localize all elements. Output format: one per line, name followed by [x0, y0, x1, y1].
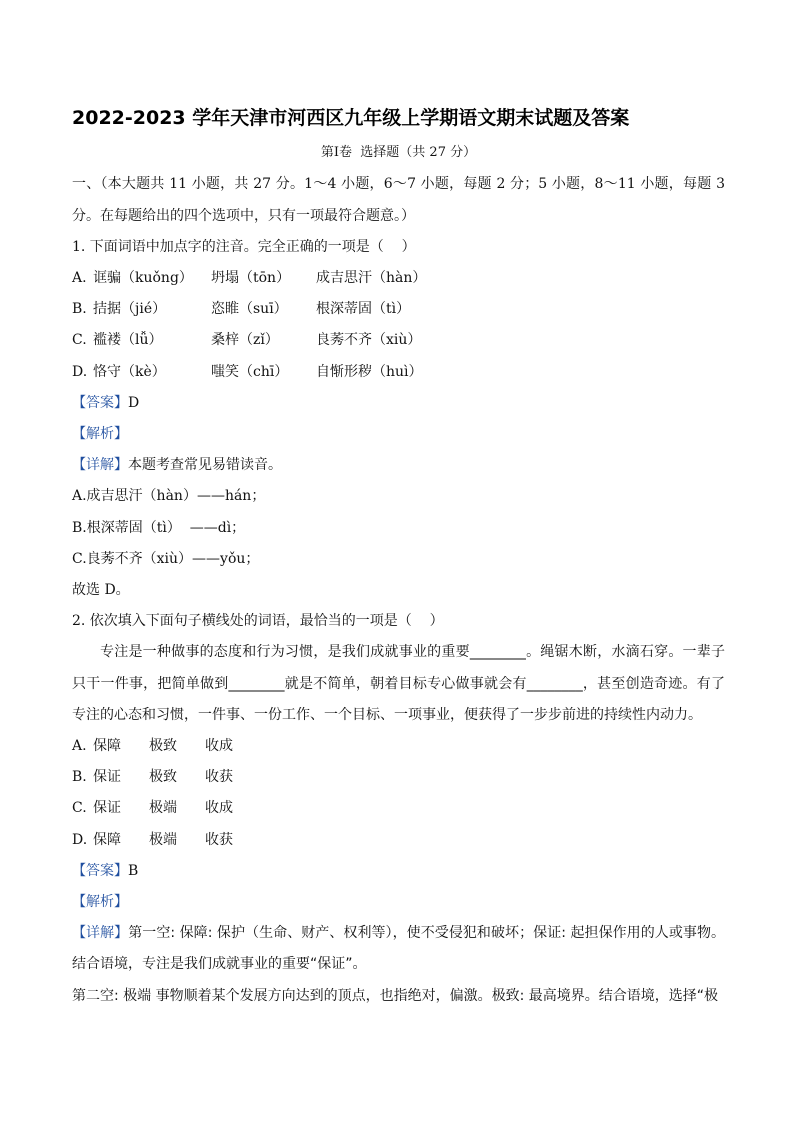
answer-value: D [128, 394, 140, 411]
option-item: 自惭形秽（huì） [316, 363, 423, 380]
option-label: A. [72, 270, 87, 286]
document-title: 2022-2023 学年天津市河西区九年级上学期语文期末试题及答案 [72, 107, 630, 129]
question-2-passage: 专注是一种做事的态度和行为习惯，是我们成就事业的重要________。绳锯木断，水滴石穿。一辈子只干一件事，把简单做到________就是不简单，朝着目标专心做事就会有________，甚至创造奇迹。有了专注的心态和习惯，一件事、一份工作、一个目标、一项事业，便获得了一步步前进的持续性内动力。 [72, 644, 725, 723]
question-1-option-b [72, 294, 725, 325]
question-2-detail-continued: 第二空: 极端 事物顺着某个发展方向达到的顶点，也指绝对，偏激。极致: 最高境界。结合语境，选择“极 [72, 987, 719, 1004]
question-1-detail [72, 450, 725, 481]
detail-label: 【详解】 [72, 925, 129, 942]
option-label: A. [72, 737, 87, 754]
detail-text: 本题考查常见易错读音。 [128, 457, 282, 474]
option-item: 极端 [149, 831, 177, 848]
option-item: 极致 [149, 737, 177, 754]
option-item: 收成 [205, 800, 233, 817]
option-label: C. [72, 800, 87, 817]
question-2-stem: 2. 依次填入下面句子横线处的词语，最恰当的一项是（ ） [72, 613, 444, 630]
option-item: 诓骗（kuǒng） [93, 270, 193, 286]
question-1-conclusion: 故选 D。 [72, 581, 130, 598]
option-item: 收成 [205, 737, 233, 754]
option-item: 收获 [205, 831, 233, 848]
question-2-option-a [72, 731, 725, 762]
option-item: 良莠不齐（xiù） [316, 332, 422, 349]
question-1-note: A.成吉思汗（hàn）——hán； [72, 488, 266, 505]
question-1-note: C.良莠不齐（xiù）——yǒu； [72, 550, 260, 567]
option-item: 坍塌（tōn） [211, 270, 291, 286]
answer-value: B [128, 862, 139, 879]
option-item: 保障 [93, 831, 121, 848]
option-item: 根深蒂固（tì） [316, 301, 411, 318]
option-label: D. [72, 363, 88, 380]
option-label: D. [72, 831, 88, 848]
question-2-option-b [72, 762, 725, 793]
option-item: 保证 [93, 769, 121, 786]
section-instructions: 一、（本大题共 11 小题，共 27 分。1～4 小题，6～7 小题，每题 2 分；5 小题，8～11 小题，每题 3 分。在每题给出的四个选项中，只有一项最符合题意。） [72, 176, 730, 224]
question-2-answer [72, 856, 725, 887]
question-1-answer [72, 388, 725, 419]
question-1-option-a [72, 263, 725, 294]
option-item: 极端 [149, 800, 177, 817]
section-subtitle: 第Ⅰ卷 选择题（共 27 分） [320, 145, 477, 160]
option-item: 桑梓（zǐ） [211, 332, 279, 349]
option-label: C. [72, 332, 87, 349]
option-item: 嗤笑（chī） [211, 363, 289, 380]
option-label: B. [72, 301, 87, 318]
question-1-option-c [72, 325, 725, 356]
option-label: B. [72, 769, 87, 786]
answer-label: 【答案】 [72, 394, 128, 411]
option-item: 成吉思汗（hàn） [316, 270, 427, 286]
option-item: 收获 [205, 769, 233, 786]
option-item: 褴褛（lǚ） [93, 332, 163, 349]
question-2-detail [72, 918, 725, 980]
option-item: 保障 [93, 737, 121, 754]
question-2-option-c [72, 793, 725, 824]
question-1-option-d [72, 357, 725, 388]
question-2-options [72, 731, 725, 856]
question-1-stem: 1. 下面词语中加点字的注音。完全正确的一项是（ ） [72, 238, 416, 255]
option-item: 保证 [93, 800, 121, 817]
answer-label: 【答案】 [72, 862, 128, 879]
question-1-analysis-label: 【解析】 [72, 425, 128, 442]
question-2-option-d [72, 825, 725, 856]
option-item: 恣睢（suī） [211, 301, 288, 318]
detail-label: 【详解】 [72, 457, 128, 474]
option-item: 恪守（kè） [93, 363, 166, 380]
detail-text: 第一空: 保障: 保护（生命、财产、权利等），使不受侵犯和破坏；保证: 起担保作用的人或事物。结合语境，专注是我们成就事业的重要“保证”。 [72, 925, 726, 973]
question-1-note: B.根深蒂固（tì） ——dì； [72, 519, 246, 536]
document-body [72, 169, 730, 1011]
option-item: 极致 [149, 769, 177, 786]
option-item: 拮据（jié） [93, 301, 167, 318]
question-1-options [72, 263, 725, 388]
question-2-analysis-label: 【解析】 [72, 893, 128, 910]
